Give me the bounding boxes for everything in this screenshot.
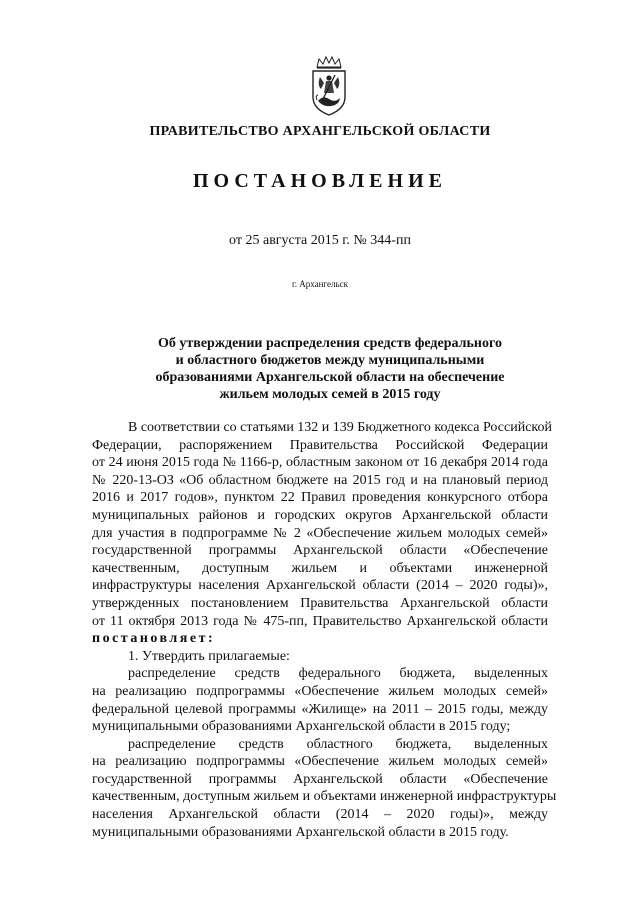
coat-of-arms-icon bbox=[309, 55, 349, 117]
body-line: муниципальными образованиями Архангельской области в 2015 году. bbox=[92, 824, 509, 840]
body-line: государственной программы Архангельской области «Обеспечение bbox=[92, 771, 548, 787]
body-line: на реализацию подпрограммы «Обеспечение жильем молодых семей» bbox=[92, 683, 548, 699]
document-subject bbox=[140, 335, 520, 403]
body-line: от 11 октября 2013 года № 475-пп, Правительство Архангельской области bbox=[92, 613, 548, 629]
body-line: от 24 июня 2015 года № 1166-р, областным законом от 16 декабря 2014 года bbox=[92, 455, 548, 471]
date-and-number: от 25 августа 2015 г. № 344-пп bbox=[229, 233, 411, 248]
body-line: В соответствии со статьями 132 и 139 Бюджетного кодекса Российской bbox=[128, 420, 552, 435]
subject-line: и областного бюджетов между муниципальными bbox=[175, 353, 485, 368]
body-line: распределение средств федерального бюджета, выделенных bbox=[128, 666, 548, 682]
body-line: № 220-13-ОЗ «Об областном бюджете на 2015 год и на плановый период bbox=[92, 472, 548, 488]
subject-line: образованиями Архангельской области на обеспечение bbox=[155, 370, 505, 385]
body-line: Федерации, распоряжением Правительства Российской Федерации bbox=[92, 437, 548, 453]
item-1: 1. Утвердить прилагаемые: bbox=[128, 648, 290, 664]
body-line: муниципальных районов и городских округов Архангельской области bbox=[92, 507, 548, 523]
body-line: государственной программы Архангельской области «Обеспечение bbox=[92, 543, 548, 559]
document-type: ПОСТАНОВЛЕНИЕ bbox=[193, 170, 447, 192]
body-line: федеральной целевой программы «Жилище» на 2011 – 2015 годы, между bbox=[92, 701, 548, 717]
body-line: качественным, доступным жильем и объектами инженерной bbox=[92, 560, 548, 576]
subject-line: Об утверждении распределения средств федерального bbox=[158, 336, 502, 351]
body-line: инфраструктуры населения Архангельской области (2014 – 2020 годы)», bbox=[92, 578, 548, 594]
body-line: 2016 и 2017 годов», пунктом 22 Правил проведения конкурсного отбора bbox=[92, 490, 548, 506]
body-line: для участия в подпрограмме № 2 «Обеспечение жильем молодых семей» bbox=[92, 525, 548, 541]
subject-line: жильем молодых семей в 2015 году bbox=[219, 387, 441, 402]
resolves-text: постановляет: bbox=[92, 631, 216, 647]
resolves-word bbox=[92, 630, 548, 648]
document-body bbox=[92, 419, 557, 841]
body-line: муниципальными образованиями Архангельской области в 2015 году; bbox=[92, 719, 511, 735]
body-line: распределение средств областного бюджета, выделенных bbox=[128, 736, 548, 752]
body-line: качественным, доступным жильем и объектами инженерной инфраструктуры bbox=[92, 789, 557, 805]
body-line: населения Архангельской области (2014 – 2020 годы)», между bbox=[92, 807, 548, 823]
city: г. Архангельск bbox=[292, 279, 348, 289]
body-line: на реализацию подпрограммы «Обеспечение жильем молодых семей» bbox=[92, 754, 548, 770]
government-title: ПРАВИТЕЛЬСТВО АРХАНГЕЛЬСКОЙ ОБЛАСТИ bbox=[149, 124, 491, 139]
body-line: утвержденных постановлением Правительства Архангельской области bbox=[92, 595, 548, 611]
